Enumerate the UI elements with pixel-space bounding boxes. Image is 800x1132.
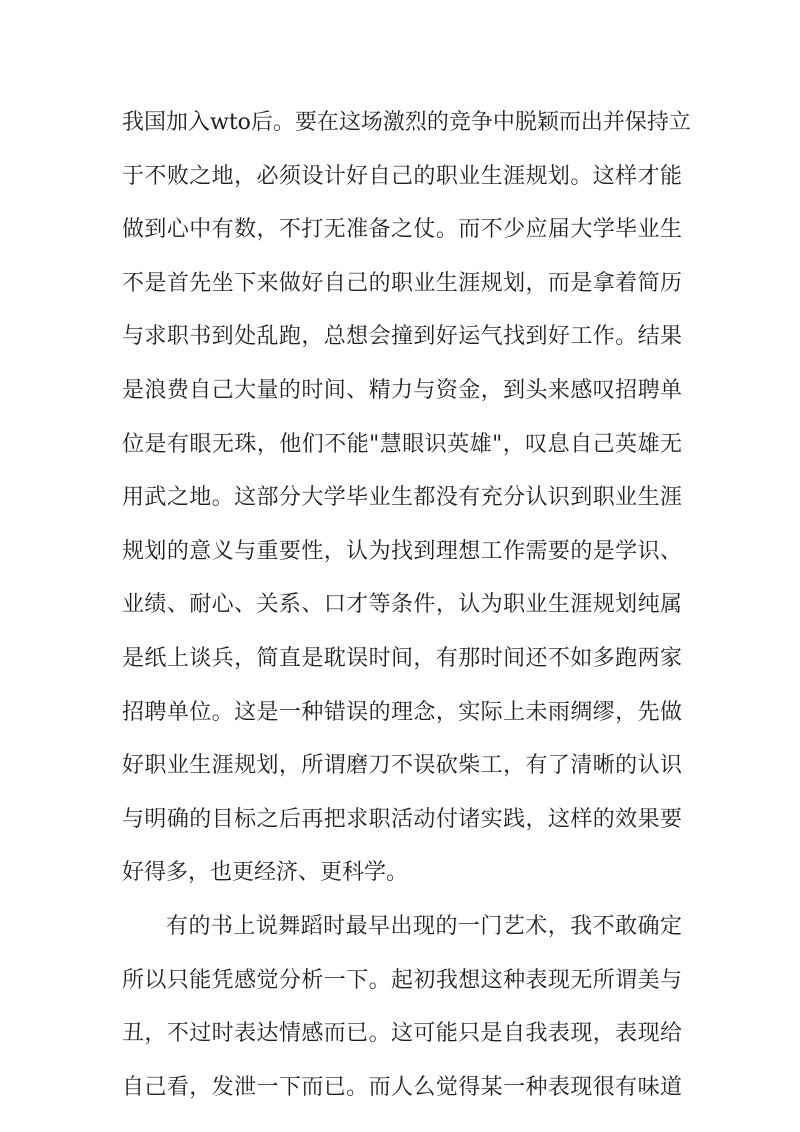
text-line: 招聘单位。这是一种错误的理念，实际上未雨绸缪，先做: [122, 699, 682, 725]
text-line: 不是首先坐下来做好自己的职业生涯规划，而是拿着简历: [122, 270, 682, 296]
text-line: 与明确的目标之后再把求职活动付诸实践，这样的效果要: [122, 806, 682, 832]
text-line: 所以只能凭感觉分析一下。起初我想这种表现无所谓美与: [122, 967, 682, 993]
body-text: [122, 96, 691, 1114]
text-line: 与求职书到处乱跑，总想会撞到好运气找到好工作。结果: [122, 324, 682, 350]
text-line: 我国加入wto后。要在这场激烈的竞争中脱颖而出并保持立: [122, 110, 691, 135]
text-line: 有的书上说舞蹈时最早出现的一门艺术，我不敢确定: [166, 913, 682, 939]
text-line: 位是有眼无珠，他们不能"慧眼识英雄"，叹息自己英雄无: [122, 431, 682, 457]
text-line: 规划的意义与重要性，认为找到理想工作需要的是学识、: [122, 538, 682, 564]
text-line: 好职业生涯规划，所谓磨刀不误砍柴工，有了清晰的认识: [122, 753, 682, 779]
text-line: 是纸上谈兵，简直是耽误时间，有那时间还不如多跑两家: [122, 645, 682, 671]
text-line: 于不败之地，必须设计好自己的职业生涯规划。这样才能: [122, 163, 682, 189]
paragraph-2: [122, 900, 682, 1114]
paragraph-1: [122, 96, 691, 900]
text-line: 是浪费自己大量的时间、精力与资金，到头来感叹招聘单: [122, 377, 682, 403]
text-line: 丑，不过时表达情感而已。这可能只是自我表现，表现给: [122, 1021, 682, 1047]
text-line: 好得多，也更经济、更科学。: [122, 860, 409, 886]
text-line: 自己看，发泄一下而已。而人么觉得某一种表现很有味道: [122, 1074, 682, 1100]
text-line: 用武之地。这部分大学毕业生都没有充分认识到职业生涯: [122, 485, 682, 511]
text-line: 做到心中有数，不打无准备之仗。而不少应届大学毕业生: [122, 217, 682, 243]
text-line: 业绩、耐心、关系、口才等条件，认为职业生涯规划纯属: [122, 592, 682, 618]
